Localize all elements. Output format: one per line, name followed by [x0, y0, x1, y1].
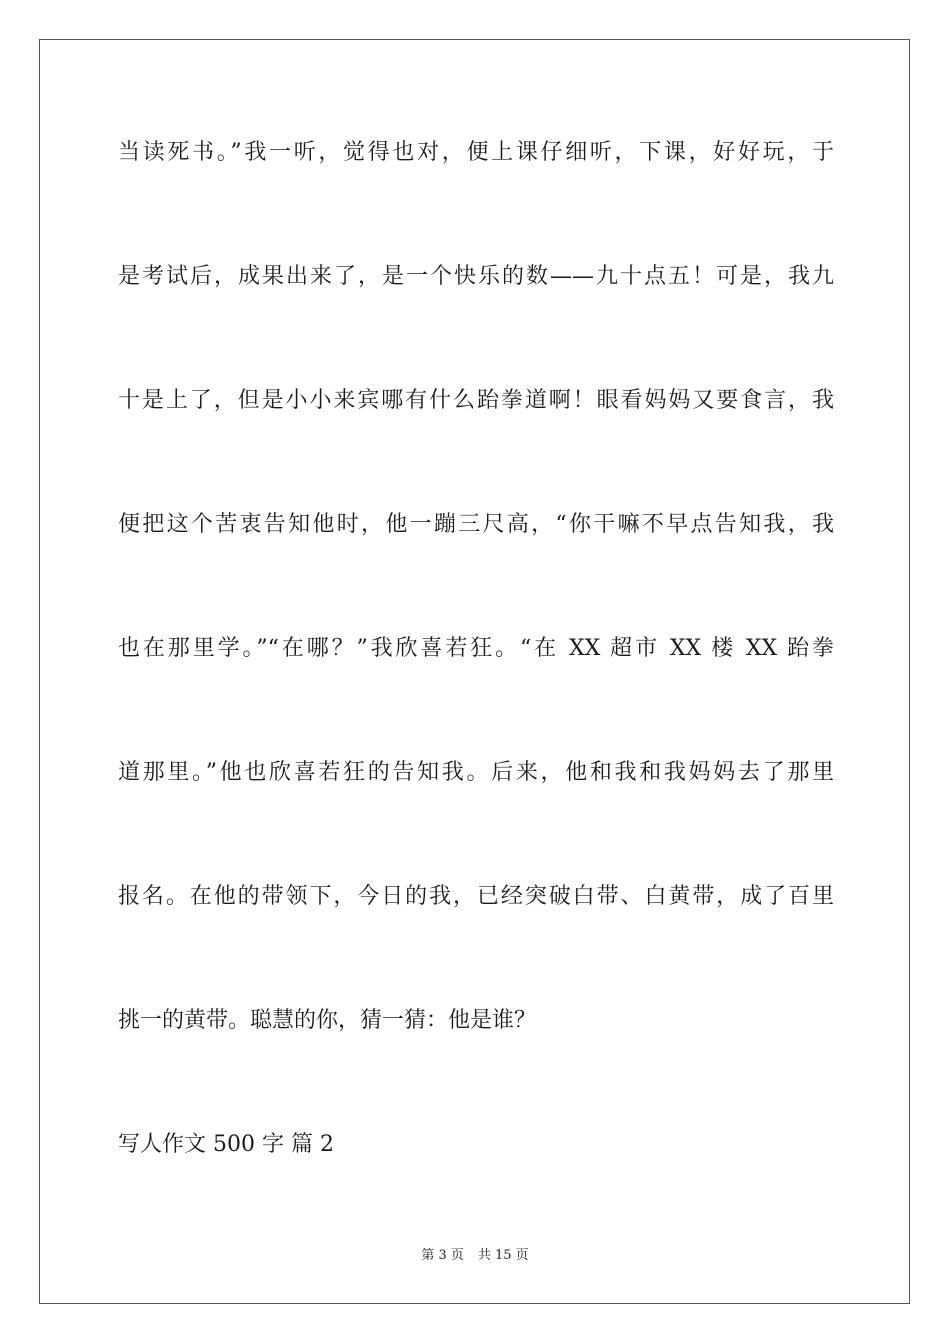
paragraph-line-2: 是考试后，成果出来了，是一个快乐的数——九十点五！可是，我九 — [118, 264, 834, 289]
paragraph-line-7: 报名。在他的带领下，今日的我，已经突破白带、白黄带，成了百里 — [118, 884, 834, 909]
section-heading: 写人作文 500 字 篇 2 — [118, 1132, 334, 1157]
paragraph-line-1: 当读死书。”我一听，觉得也对，便上课仔细听，下课，好好玩，于 — [118, 140, 834, 165]
paragraph-line-6: 道那里。”他也欣喜若狂的告知我。后来，他和我和我妈妈去了那里 — [118, 760, 834, 785]
paragraph-line-3: 十是上了，但是小小来宾哪有什么跆拳道啊！眼看妈妈又要食言，我 — [118, 388, 834, 413]
paragraph-line-5: 也在那里学。”“在哪？”我欣喜若狂。“在 XX 超市 XX 楼 XX 跆拳 — [118, 636, 834, 661]
page-footer — [0, 1247, 950, 1265]
page-border — [39, 39, 910, 1304]
total-page-count: 共 15 页 — [477, 1248, 529, 1263]
current-page-number: 第 3 页 — [421, 1248, 464, 1263]
paragraph-line-4: 便把这个苦衷告知他时，他一蹦三尺高，“你干嘛不早点告知我，我 — [118, 512, 834, 537]
paragraph-line-8: 挑一的黄带。聪慧的你，猜一猜：他是谁？ — [118, 1008, 537, 1033]
